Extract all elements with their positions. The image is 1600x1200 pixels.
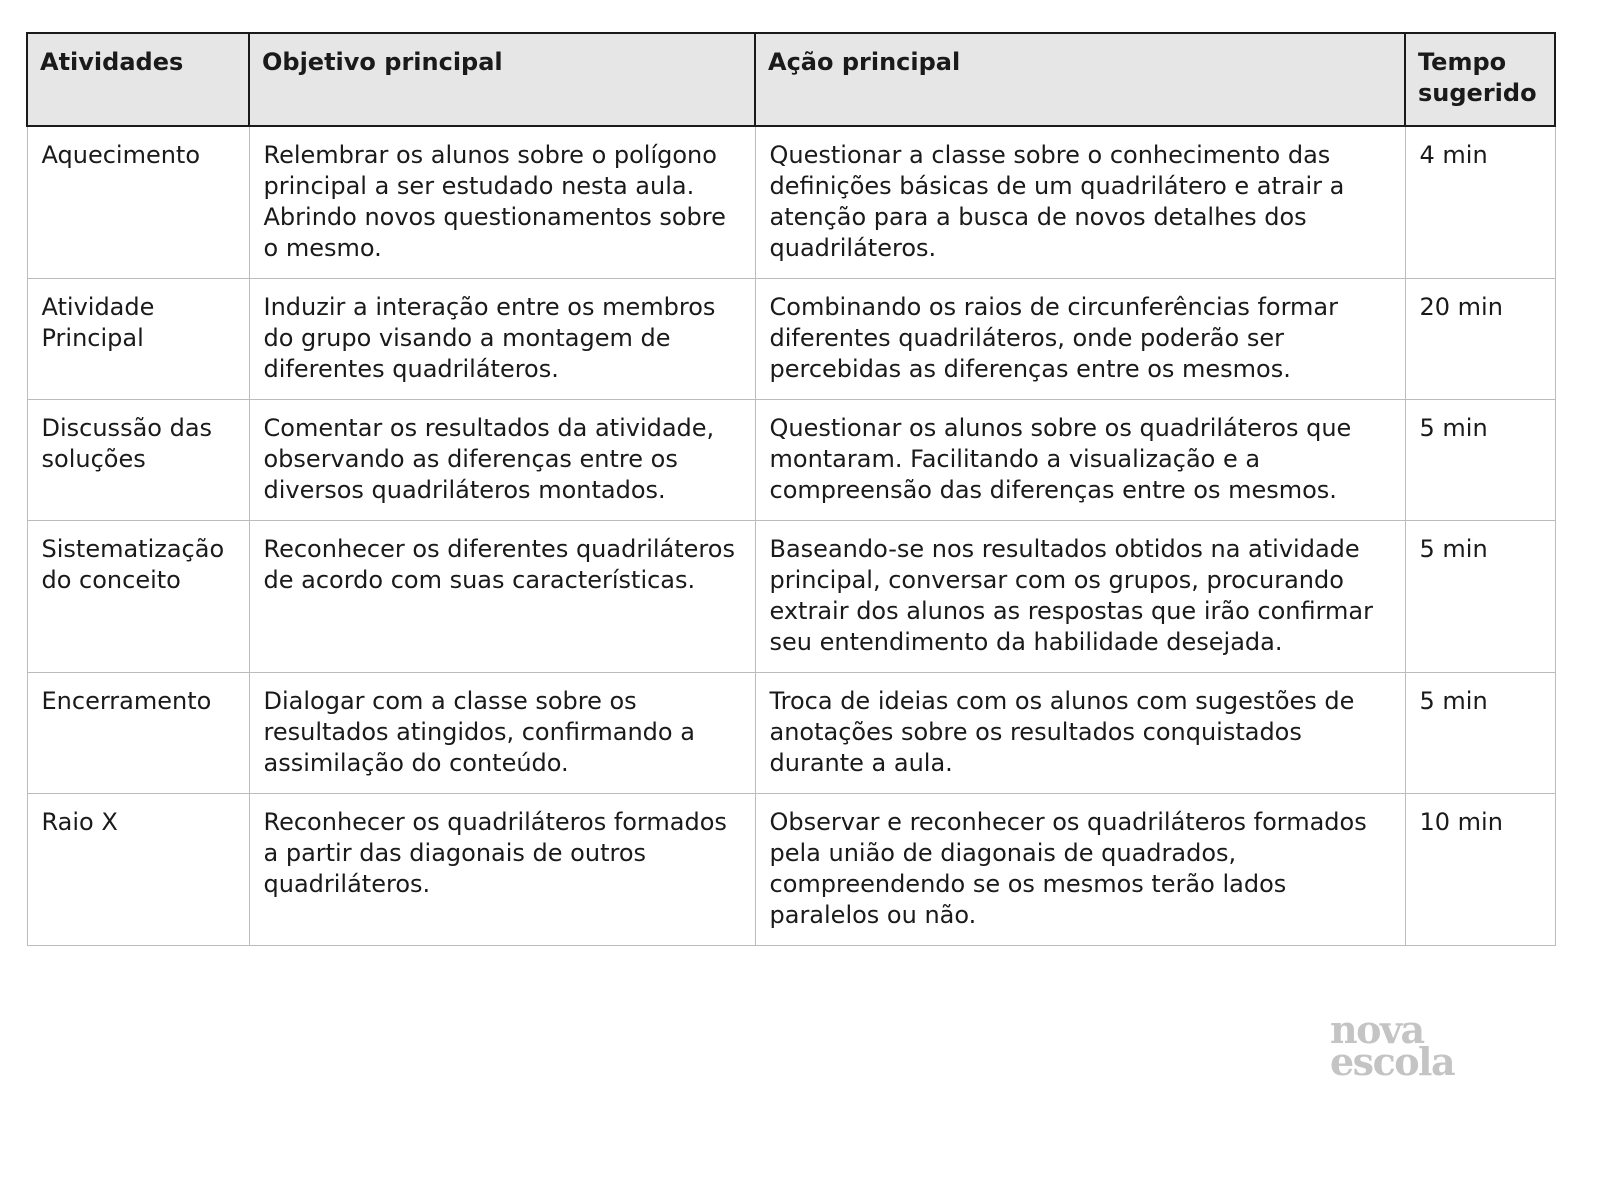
table-row — [27, 521, 1555, 673]
cell-objetivo: Dialogar com a classe sobre os resultados atingidos, confirmando a assimilação do conteúdo. — [249, 673, 755, 794]
logo-line-escola: escola — [1330, 1039, 1455, 1084]
cell-objetivo: Comentar os resultados da atividade, observando as diferenças entre os diversos quadriláteros montados. — [249, 400, 755, 521]
cell-acao: Questionar a classe sobre o conhecimento das definições básicas de um quadrilátero e atrair a atenção para a busca de novos detalhes dos quadriláteros. — [755, 126, 1405, 279]
header-acao-principal: Ação principal — [755, 33, 1405, 126]
header-objetivo-principal: Objetivo principal — [249, 33, 755, 126]
cell-tempo: 20 min — [1405, 279, 1555, 400]
cell-tempo: 5 min — [1405, 673, 1555, 794]
cell-objetivo: Relembrar os alunos sobre o polígono principal a ser estudado nesta aula. Abrindo novos questionamentos sobre o mesmo. — [249, 126, 755, 279]
cell-tempo: 4 min — [1405, 126, 1555, 279]
header-tempo-sugerido: Tempo sugerido — [1405, 33, 1555, 126]
table-row — [27, 400, 1555, 521]
table-row — [27, 673, 1555, 794]
cell-acao: Combinando os raios de circunferências formar diferentes quadriláteros, onde poderão ser percebidas as diferenças entre os mesmos. — [755, 279, 1405, 400]
cell-atividade: Aquecimento — [27, 126, 249, 279]
table-row — [27, 279, 1555, 400]
cell-acao: Baseando-se nos resultados obtidos na atividade principal, conversar com os grupos, procurando extrair dos alunos as respostas que irão confirmar seu entendimento da habilidade desejada. — [755, 521, 1405, 673]
table-body — [27, 126, 1555, 946]
table-header — [27, 33, 1555, 126]
nova-escola-logo — [1330, 1007, 1470, 1084]
table-row — [27, 126, 1555, 279]
logo-line-nova: nova — [1330, 1007, 1424, 1052]
cell-acao: Observar e reconhecer os quadriláteros formados pela união de diagonais de quadrados, compreendendo se os mesmos terão lados paralelos ou não. — [755, 794, 1405, 946]
cell-objetivo: Reconhecer os diferentes quadriláteros de acordo com suas características. — [249, 521, 755, 673]
cell-atividade: Sistematização do conceito — [27, 521, 249, 673]
cell-atividade: Encerramento — [27, 673, 249, 794]
cell-tempo: 5 min — [1405, 400, 1555, 521]
cell-tempo: 10 min — [1405, 794, 1555, 946]
cell-objetivo: Induzir a interação entre os membros do grupo visando a montagem de diferentes quadriláteros. — [249, 279, 755, 400]
table-row — [27, 794, 1555, 946]
cell-objetivo: Reconhecer os quadriláteros formados a partir das diagonais de outros quadriláteros. — [249, 794, 755, 946]
cell-tempo: 5 min — [1405, 521, 1555, 673]
cell-acao: Questionar os alunos sobre os quadriláteros que montaram. Facilitando a visualização e a compreensão das diferenças entre os mesmos. — [755, 400, 1405, 521]
cell-atividade: Discussão das soluções — [27, 400, 249, 521]
header-atividades: Atividades — [27, 33, 249, 126]
cell-atividade: Raio X — [27, 794, 249, 946]
lesson-plan-table — [26, 32, 1556, 946]
cell-atividade: Atividade Principal — [27, 279, 249, 400]
header-row — [27, 33, 1555, 126]
cell-acao: Troca de ideias com os alunos com sugestões de anotações sobre os resultados conquistados durante a aula. — [755, 673, 1405, 794]
